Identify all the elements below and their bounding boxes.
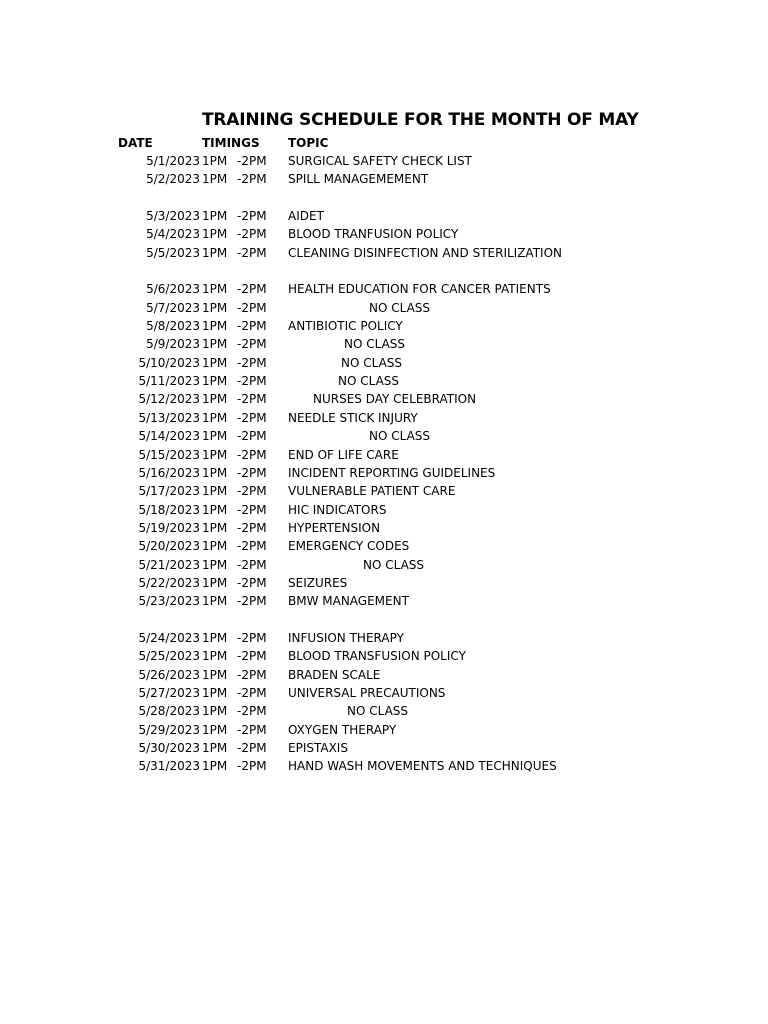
timing-end: -2PM [237,649,267,664]
timing-start: 1PM [202,410,228,425]
cell-topic: EPISTAXIS [288,741,348,755]
cell-date: 5/13/2023 [138,410,200,425]
cell-topic: NO CLASS [369,429,431,444]
table-row [0,317,768,335]
cell-topic: BLOOD TRANFUSION POLICY [288,227,459,242]
cell-timing [202,207,267,225]
cell-timing [202,372,267,390]
cell-topic: ANTIBIOTIC POLICY [288,319,403,334]
cell-timing [202,427,267,445]
cell-topic: OXYGEN THERAPY [288,722,397,737]
timing-start: 1PM [202,337,228,352]
timing-start: 1PM [202,575,228,590]
table-row [0,170,768,188]
timing-start: 1PM [202,484,228,499]
timing-end: -2PM [237,245,267,260]
cell-date: 5/30/2023 [138,741,200,755]
cell-topic: AIDET [288,209,324,224]
table-row [0,702,768,720]
timing-start: 1PM [202,245,228,260]
table-row [0,721,768,739]
cell-timing [202,244,267,262]
timing-start: 1PM [202,300,228,315]
cell-date: 5/19/2023 [138,520,200,535]
table-row [0,501,768,519]
table-row [0,225,768,243]
timing-start: 1PM [202,649,228,664]
cell-date: 5/16/2023 [138,465,200,480]
table-row [0,390,768,408]
timing-end: -2PM [237,502,267,517]
cell-date: 5/15/2023 [138,447,200,462]
page-title: TRAINING SCHEDULE FOR THE MONTH OF MAY [202,110,639,130]
table-row [0,519,768,537]
cell-timing [202,739,267,757]
cell-date: 5/22/2023 [138,575,200,590]
timing-start: 1PM [202,557,228,572]
cell-topic: HYPERTENSION [288,520,381,535]
timing-end: -2PM [237,410,267,425]
timing-end: -2PM [237,282,267,297]
cell-date: 5/7/2023 [146,300,200,315]
cell-topic: NO CLASS [344,337,406,352]
cell-topic: VULNERABLE PATIENT CARE [288,484,456,499]
cell-date: 5/17/2023 [138,484,200,499]
timing-end: -2PM [237,520,267,535]
cell-timing [202,757,267,775]
timing-start: 1PM [202,630,228,645]
cell-topic: BMW MANAGEMENT [288,594,409,609]
timing-start: 1PM [202,447,228,462]
cell-date: 5/5/2023 [146,245,200,260]
timing-start: 1PM [202,282,228,297]
table-row [0,409,768,427]
cell-topic: INFUSION THERAPY [288,630,404,645]
timing-end: -2PM [237,557,267,572]
timing-start: 1PM [202,502,228,517]
timing-end: -2PM [237,759,267,774]
table-row [0,592,768,610]
cell-date: 5/18/2023 [138,502,200,517]
cell-timing [202,170,267,188]
cell-topic: EMERGENCY CODES [288,539,410,554]
cell-date: 5/12/2023 [138,392,200,407]
timing-start: 1PM [202,209,228,224]
timing-start: 1PM [202,465,228,480]
cell-timing [202,317,267,335]
table-row [0,629,768,647]
cell-topic: UNIVERSAL PRECAUTIONS [288,685,446,700]
cell-timing [202,464,267,482]
table-row [0,757,768,775]
cell-topic: SPILL MANAGEMEMENT [288,172,429,187]
table-row [0,207,768,225]
cell-date: 5/26/2023 [138,667,200,682]
cell-date: 5/14/2023 [138,429,200,444]
cell-timing [202,152,267,170]
table-row [0,556,768,574]
timing-end: -2PM [237,594,267,609]
cell-topic: SEIZURES [288,575,348,590]
timing-end: -2PM [237,392,267,407]
table-row [0,482,768,500]
cell-topic: NEEDLE STICK INJURY [288,410,418,425]
cell-timing [202,556,267,574]
cell-timing [202,225,267,243]
cell-timing [202,574,267,592]
cell-date: 5/23/2023 [138,594,200,609]
cell-timing [202,519,267,537]
cell-timing [202,647,267,665]
cell-timing [202,446,267,464]
timing-start: 1PM [202,704,228,719]
timing-end: -2PM [237,539,267,554]
cell-topic: HAND WASH MOVEMENTS AND TECHNIQUES [288,759,557,774]
timing-start: 1PM [202,520,228,535]
timing-start: 1PM [202,741,228,755]
timing-end: -2PM [237,172,267,187]
timing-end: -2PM [237,484,267,499]
timing-start: 1PM [202,594,228,609]
timing-start: 1PM [202,154,228,168]
table-row [0,537,768,555]
timing-start: 1PM [202,392,228,407]
timing-start: 1PM [202,429,228,444]
timing-end: -2PM [237,429,267,444]
timing-start: 1PM [202,722,228,737]
table-row [0,446,768,464]
cell-topic: HEALTH EDUCATION FOR CANCER PATIENTS [288,282,551,297]
timing-end: -2PM [237,374,267,389]
timing-end: -2PM [237,465,267,480]
timing-start: 1PM [202,355,228,370]
blank-row [0,611,768,629]
table-row [0,684,768,702]
timing-end: -2PM [237,685,267,700]
cell-timing [202,592,267,610]
timing-start: 1PM [202,172,228,187]
header-timings: TIMINGS [202,136,260,150]
table-row [0,354,768,372]
cell-date: 5/1/2023 [146,154,200,168]
cell-topic: NO CLASS [338,374,400,389]
timing-end: -2PM [237,722,267,737]
blank-row [0,262,768,280]
timing-end: -2PM [237,447,267,462]
cell-topic: NURSES DAY CELEBRATION [313,392,477,407]
cell-topic: NO CLASS [369,300,431,315]
cell-topic: NO CLASS [347,704,409,719]
table-row [0,244,768,262]
table-row [0,299,768,317]
cell-date: 5/3/2023 [146,209,200,224]
schedule-table [0,152,768,776]
header-date: DATE [118,136,153,150]
cell-date: 5/4/2023 [146,227,200,242]
table-header [0,134,768,152]
cell-date: 5/31/2023 [138,759,200,774]
cell-date: 5/9/2023 [146,337,200,352]
cell-date: 5/10/2023 [138,355,200,370]
timing-end: -2PM [237,300,267,315]
cell-timing [202,629,267,647]
cell-topic: NO CLASS [363,557,425,572]
cell-date: 5/6/2023 [146,282,200,297]
table-row [0,280,768,298]
cell-topic: NO CLASS [341,355,403,370]
cell-timing [202,721,267,739]
timing-end: -2PM [237,704,267,719]
cell-date: 5/11/2023 [138,374,200,389]
cell-date: 5/29/2023 [138,722,200,737]
timing-start: 1PM [202,685,228,700]
timing-end: -2PM [237,630,267,645]
cell-timing [202,409,267,427]
timing-start: 1PM [202,759,228,774]
timing-end: -2PM [237,355,267,370]
timing-end: -2PM [237,209,267,224]
cell-date: 5/25/2023 [138,649,200,664]
timing-end: -2PM [237,154,267,168]
cell-topic: BLOOD TRANSFUSION POLICY [288,649,466,664]
cell-timing [202,390,267,408]
cell-date: 5/27/2023 [138,685,200,700]
timing-start: 1PM [202,319,228,334]
table-row [0,464,768,482]
table-row [0,335,768,353]
cell-topic: BRADEN SCALE [288,667,381,682]
title-clip [0,108,639,134]
cell-timing [202,280,267,298]
cell-topic: SURGICAL SAFETY CHECK LIST [288,154,472,168]
cell-topic: END OF LIFE CARE [288,447,399,462]
timing-end: -2PM [237,575,267,590]
timing-end: -2PM [237,667,267,682]
timing-start: 1PM [202,374,228,389]
table-row [0,152,768,170]
table-row [0,666,768,684]
cell-timing [202,482,267,500]
cell-timing [202,501,267,519]
table-row [0,372,768,390]
cell-topic: INCIDENT REPORTING GUIDELINES [288,465,496,480]
cell-date: 5/28/2023 [138,704,200,719]
timing-end: -2PM [237,741,267,755]
cell-timing [202,537,267,555]
blank-row [0,189,768,207]
cell-timing [202,335,267,353]
cell-date: 5/2/2023 [146,172,200,187]
timing-start: 1PM [202,667,228,682]
cell-date: 5/20/2023 [138,539,200,554]
timing-end: -2PM [237,337,267,352]
timing-end: -2PM [237,227,267,242]
cell-timing [202,684,267,702]
cell-timing [202,354,267,372]
timing-start: 1PM [202,227,228,242]
table-row [0,647,768,665]
table-row [0,739,768,757]
cell-timing [202,666,267,684]
header-topic: TOPIC [288,136,329,150]
table-row [0,427,768,445]
cell-topic: CLEANING DISINFECTION AND STERILIZATION [288,245,563,260]
cell-topic: HIC INDICATORS [288,502,387,517]
timing-end: -2PM [237,319,267,334]
cell-date: 5/8/2023 [146,319,200,334]
table-row [0,574,768,592]
cell-timing [202,702,267,720]
cell-date: 5/21/2023 [138,557,200,572]
cell-date: 5/24/2023 [138,630,200,645]
timing-start: 1PM [202,539,228,554]
cell-timing [202,299,267,317]
